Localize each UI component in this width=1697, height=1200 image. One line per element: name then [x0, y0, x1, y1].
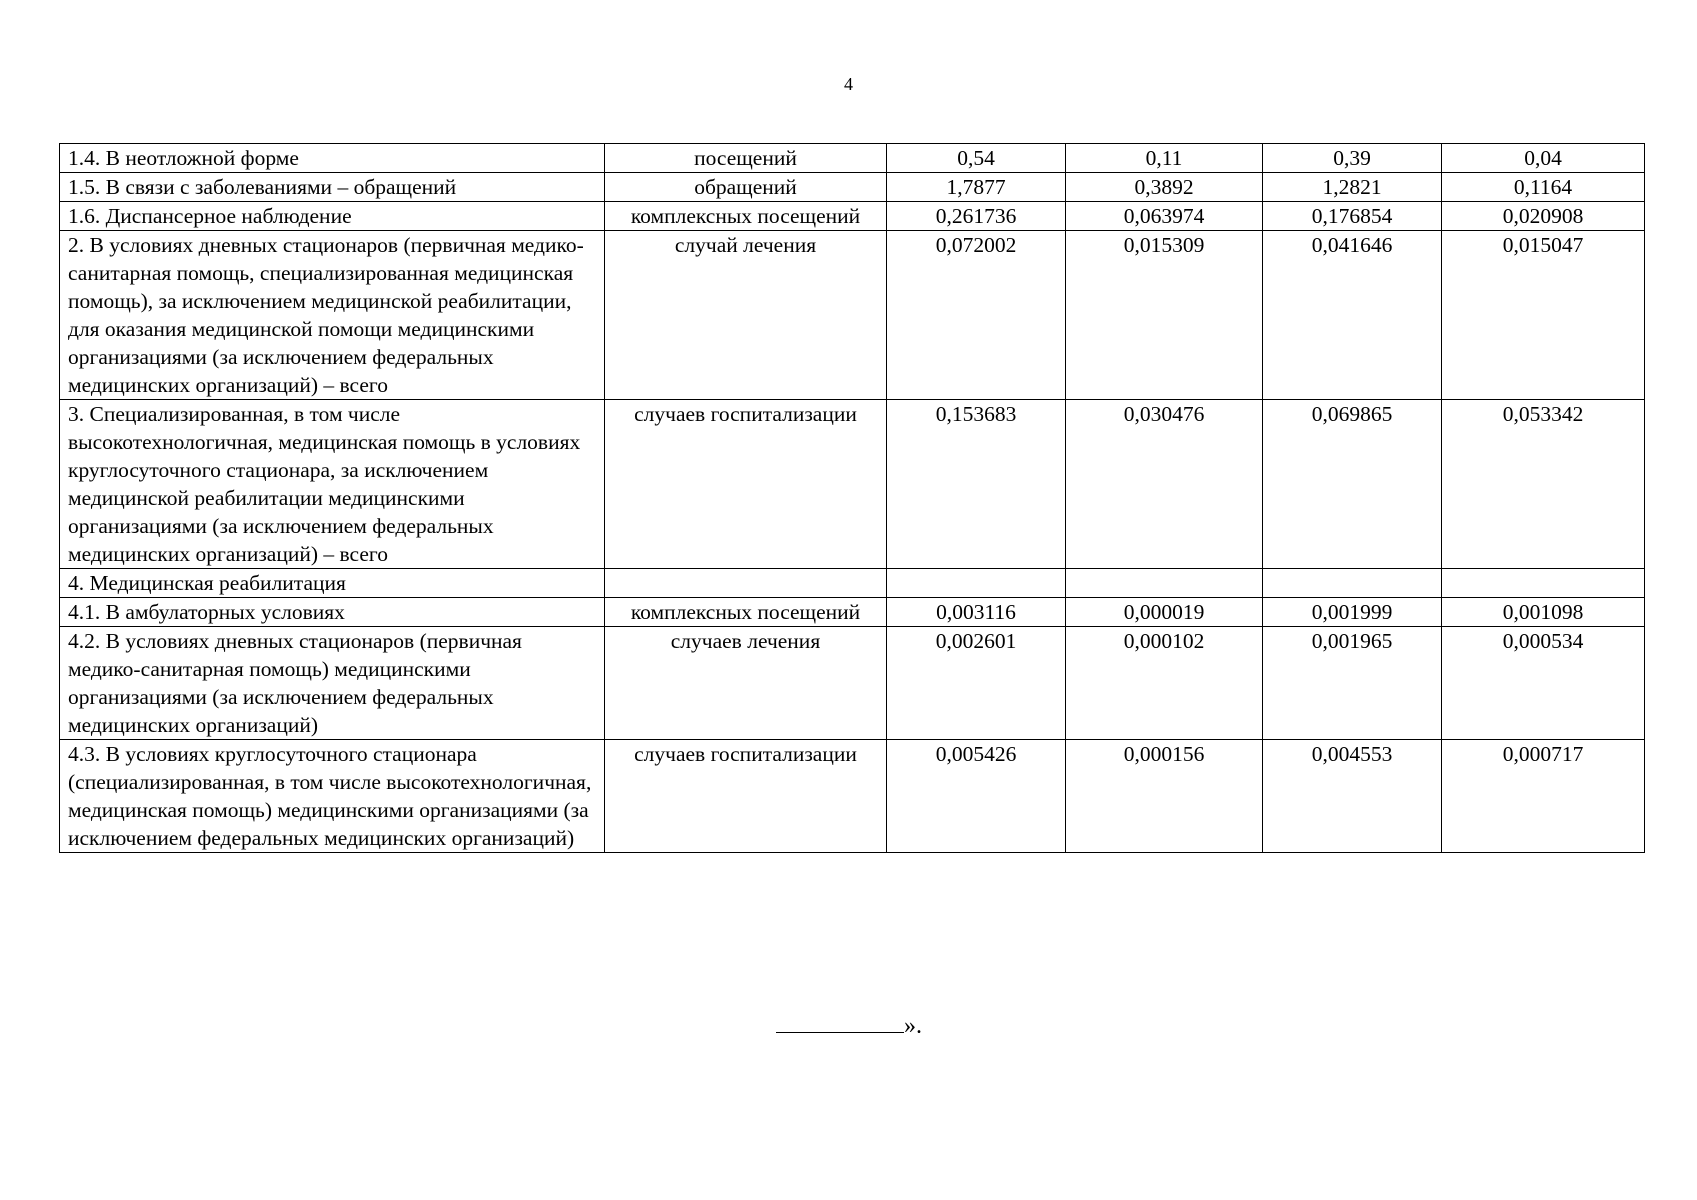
- row-value-4: [1442, 569, 1645, 598]
- data-table: [59, 143, 1645, 853]
- row-value-1: 0,003116: [887, 598, 1066, 627]
- row-value-3: 0,041646: [1263, 231, 1442, 400]
- row-value-4: 0,000717: [1442, 740, 1645, 853]
- row-unit: обращений: [605, 173, 887, 202]
- row-value-3: 0,004553: [1263, 740, 1442, 853]
- table-row: [60, 740, 1645, 853]
- row-value-4: 0,020908: [1442, 202, 1645, 231]
- row-value-2: 0,063974: [1066, 202, 1263, 231]
- row-value-4: 0,1164: [1442, 173, 1645, 202]
- row-value-4: 0,04: [1442, 144, 1645, 173]
- row-unit: комплексных посещений: [605, 202, 887, 231]
- row-value-2: 0,000102: [1066, 627, 1263, 740]
- row-unit: случаев лечения: [605, 627, 887, 740]
- row-name: 2. В условиях дневных стационаров (первичная медико-санитарная помощь, специализированная медицинская помощь), за исключением медицинской реабилитации, для оказания медицинской помощи медицинскими организациями (за исключением федеральных медицинских организаций) – всего: [60, 231, 605, 400]
- row-name: 1.6. Диспансерное наблюдение: [60, 202, 605, 231]
- row-unit: случай лечения: [605, 231, 887, 400]
- row-value-4: 0,001098: [1442, 598, 1645, 627]
- row-value-2: 0,015309: [1066, 231, 1263, 400]
- row-name: 3. Специализированная, в том числе высокотехнологичная, медицинская помощь в условиях круглосуточного стационара, за исключением медицинской реабилитации медицинскими организациями (за исключением федеральных медицинских организаций) – всего: [60, 400, 605, 569]
- row-unit: комплексных посещений: [605, 598, 887, 627]
- row-unit: посещений: [605, 144, 887, 173]
- table-row: [60, 627, 1645, 740]
- row-value-1: 0,261736: [887, 202, 1066, 231]
- row-value-2: 0,11: [1066, 144, 1263, 173]
- table-row: [60, 144, 1645, 173]
- table-row: [60, 202, 1645, 231]
- row-name: 4.2. В условиях дневных стационаров (первичная медико-санитарная помощь) медицинскими организациями (за исключением федеральных медицинских организаций): [60, 627, 605, 740]
- row-name: 1.4. В неотложной форме: [60, 144, 605, 173]
- row-value-3: 0,39: [1263, 144, 1442, 173]
- row-name: 4.1. В амбулаторных условиях: [60, 598, 605, 627]
- table-row: [60, 400, 1645, 569]
- row-value-3: 0,001965: [1263, 627, 1442, 740]
- row-value-1: 0,153683: [887, 400, 1066, 569]
- table-row: [60, 598, 1645, 627]
- row-value-3: 0,001999: [1263, 598, 1442, 627]
- row-value-1: 0,002601: [887, 627, 1066, 740]
- row-value-1: 0,072002: [887, 231, 1066, 400]
- row-value-1: 0,005426: [887, 740, 1066, 853]
- row-value-2: 0,000156: [1066, 740, 1263, 853]
- row-value-1: [887, 569, 1066, 598]
- row-value-2: 0,030476: [1066, 400, 1263, 569]
- row-value-3: 0,176854: [1263, 202, 1442, 231]
- row-value-2: 0,000019: [1066, 598, 1263, 627]
- closing-mark: [776, 1008, 922, 1041]
- row-value-2: 0,3892: [1066, 173, 1263, 202]
- closing-quote: ».: [904, 1013, 922, 1039]
- row-unit: случаев госпитализации: [605, 740, 887, 853]
- row-value-4: 0,053342: [1442, 400, 1645, 569]
- row-value-1: 0,54: [887, 144, 1066, 173]
- row-value-4: 0,015047: [1442, 231, 1645, 400]
- page-number: 4: [844, 74, 853, 94]
- closing-underline: [776, 1008, 904, 1033]
- table-row: [60, 173, 1645, 202]
- row-value-3: 1,2821: [1263, 173, 1442, 202]
- row-name: 4.3. В условиях круглосуточного стационара (специализированная, в том числе высокотехнологичная, медицинская помощь) медицинскими организациями (за исключением федеральных медицинских организаций): [60, 740, 605, 853]
- row-unit: [605, 569, 887, 598]
- row-value-4: 0,000534: [1442, 627, 1645, 740]
- row-value-1: 1,7877: [887, 173, 1066, 202]
- row-value-3: 0,069865: [1263, 400, 1442, 569]
- table-row: [60, 231, 1645, 400]
- row-unit: случаев госпитализации: [605, 400, 887, 569]
- table-row: [60, 569, 1645, 598]
- row-value-3: [1263, 569, 1442, 598]
- row-value-2: [1066, 569, 1263, 598]
- row-name: 4. Медицинская реабилитация: [60, 569, 605, 598]
- row-name: 1.5. В связи с заболеваниями – обращений: [60, 173, 605, 202]
